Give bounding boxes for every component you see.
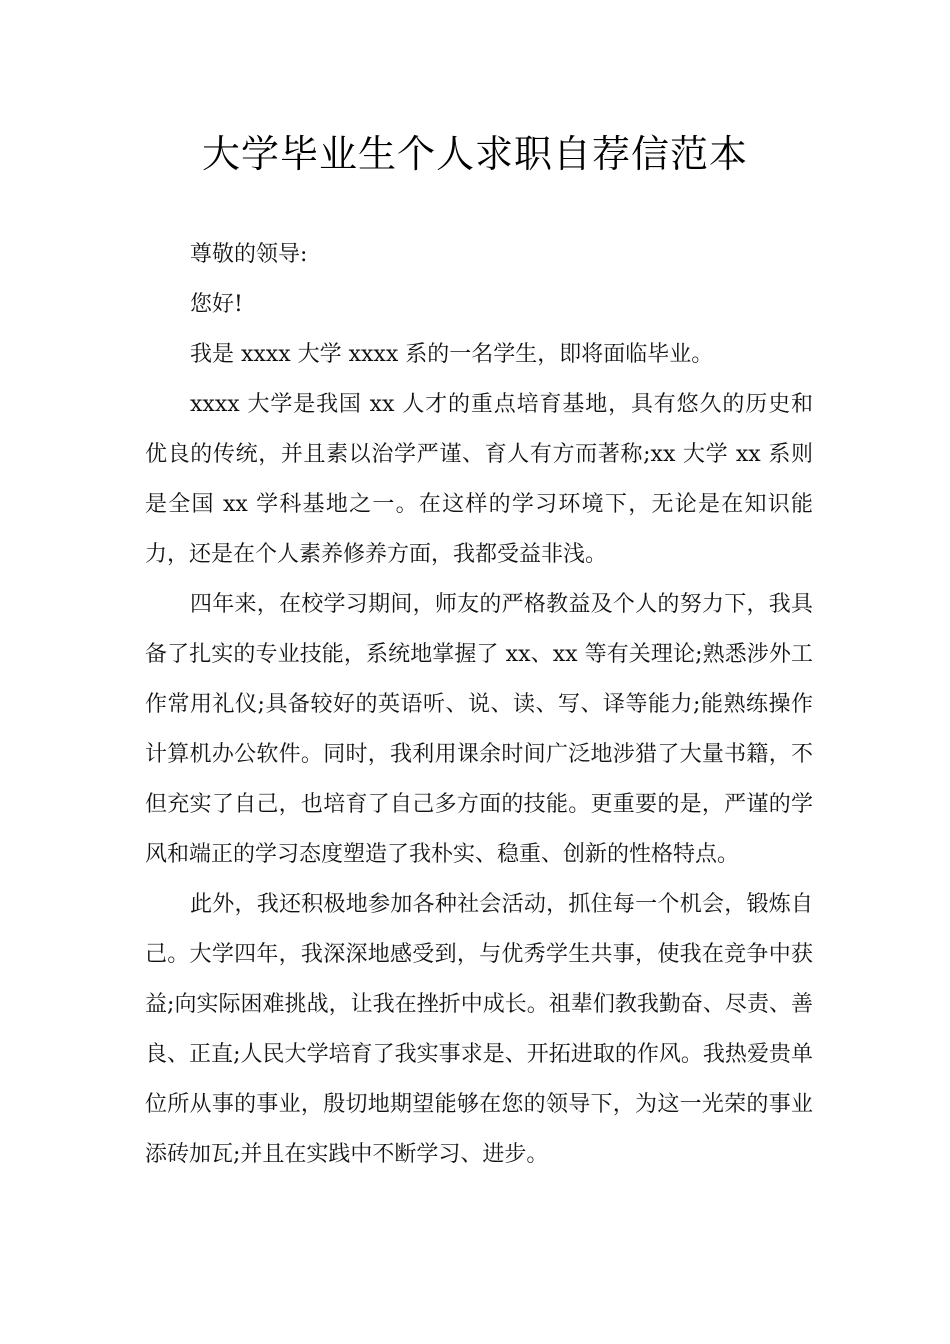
- document-title: 大学毕业生个人求职自荐信范本: [201, 132, 748, 176]
- paragraph-intro: 我是 xxxx 大学 xxxx 系的一名学生，即将面临毕业。: [190, 342, 714, 367]
- paragraph-university: xxxx 大学是我国 xx 人才的重点培育基地，具有悠久的历史和优良的传统，并且素以治学严谨、育人有方而著称;xx 大学 xx 系则是全国 xx 学科基地之一。在这样的学习环境下，无论是在知识能力，还是在个人素养修养方面，我都受益非浅。: [145, 392, 813, 567]
- salutation: 尊敬的领导:: [190, 242, 308, 267]
- letter-body: [145, 230, 813, 1180]
- paragraph-study: 四年来，在校学习期间，师友的严格教益及个人的努力下，我具备了扎实的专业技能，系统地掌握了 xx、xx 等有关理论;熟悉涉外工作常用礼仪;具备较好的英语听、说、读、写、译等能力;能熟练操作计算机办公软件。同时，我利用课余时间广泛地涉猎了大量书籍，不但充实了自己，也培育了自己多方面的技能。更重要的是，严谨的学风和端正的学习态度塑造了我朴实、稳重、创新的性格特点。: [145, 592, 813, 867]
- greeting: 您好!: [190, 292, 243, 317]
- paragraph-activities: 此外，我还积极地参加各种社会活动，抓住每一个机会，锻炼自己。大学四年，我深深地感受到，与优秀学生共事，使我在竞争中获益;向实际困难挑战，让我在挫折中成长。祖辈们教我勤奋、尽责、善良、正直;人民大学培育了我实事求是、开拓进取的作风。我热爱贵单位所从事的事业，殷切地期望能够在您的领导下，为这一光荣的事业添砖加瓦;并且在实践中不断学习、进步。: [145, 892, 813, 1167]
